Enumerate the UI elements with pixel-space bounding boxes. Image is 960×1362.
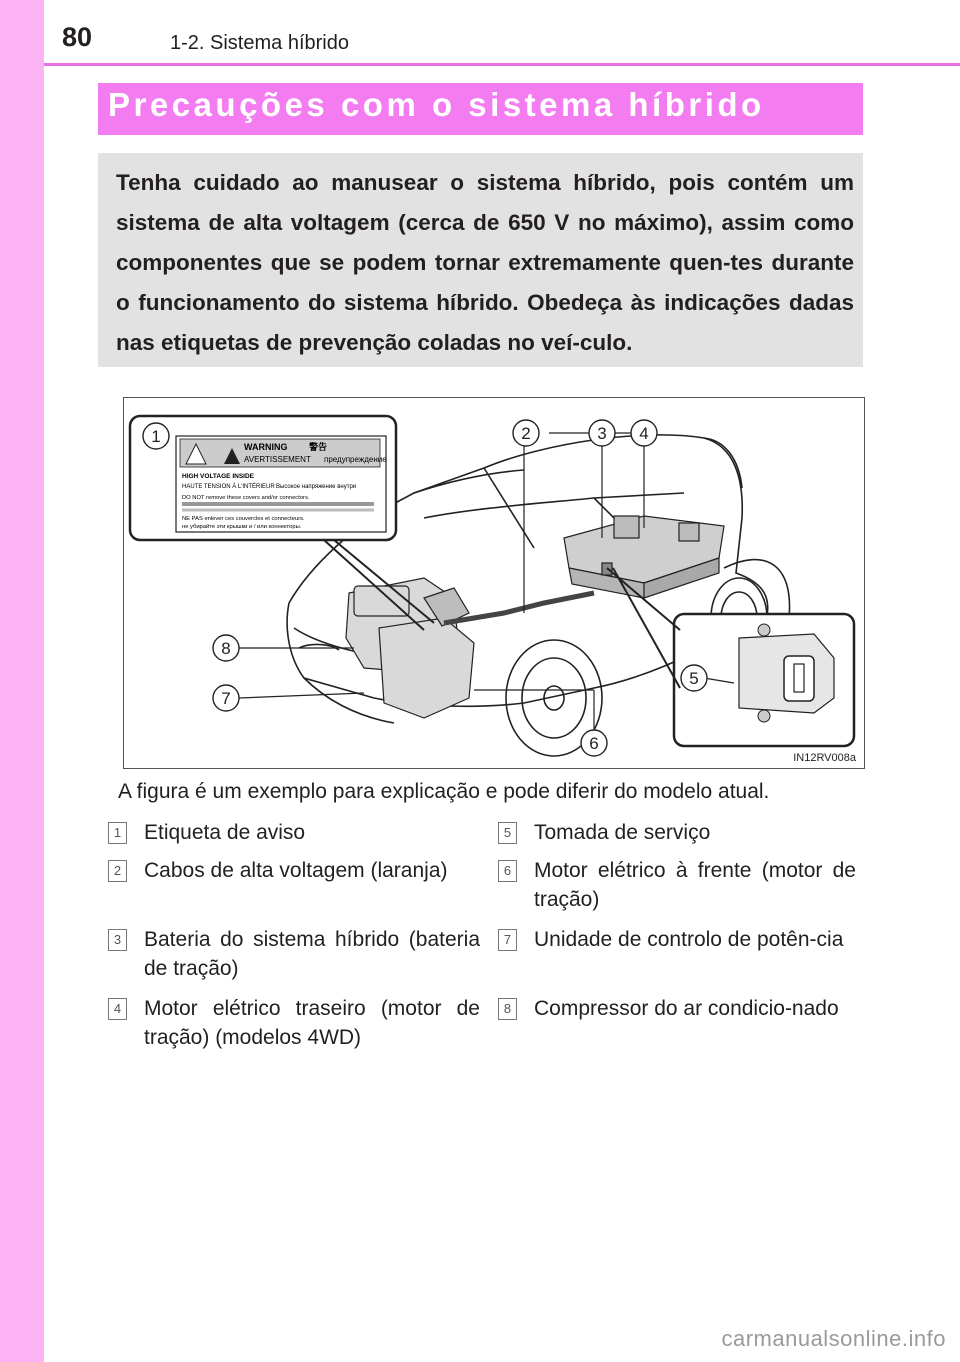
figure-code: IN12RV008a: [793, 752, 856, 764]
legend-item-6: Motor elétrico à frente (motor de tração): [534, 859, 856, 911]
header-divider: [44, 63, 960, 66]
side-tab-strip: [0, 0, 44, 1362]
legend-item-4: Motor elétrico traseiro (motor de tração) (modelos 4WD): [144, 997, 480, 1049]
legend-num-6: 6: [498, 860, 517, 882]
watermark: carmanualsonline.info: [721, 1326, 946, 1351]
legend-item-8: Compressor do ar condicio-nado: [534, 997, 839, 1020]
callout-8: 8: [221, 639, 231, 658]
legend-num-2: 2: [108, 860, 127, 882]
label-russian: предупреждение: [324, 455, 387, 464]
figure-caption: A figura é um exemplo para explicação e pode diferir do modelo atual.: [118, 780, 770, 803]
legend-item-3: Bateria do sistema híbrido (bateria de tração): [144, 928, 480, 980]
chapter-title: 1-2. Sistema híbrido: [170, 32, 349, 54]
intro-text: Tenha cuidado ao manusear o sistema híbrido, pois contém um sistema de alta voltagem (cerca de 650 V no máximo), assim como componentes que se podem tornar extremamente quen-tes durante o funcionamento do sistema híbrido. Obedeça às indicações dadas nas etiquetas de prevenção coladas no veí-culo.: [116, 170, 854, 355]
label-line3: DO NOT remove these covers and/or connectors.: [182, 495, 310, 501]
label-line5: не убирайте эти крышки и / или коннекторы.: [182, 524, 302, 530]
warning-label-inset: [130, 416, 396, 540]
label-line2: HAUTE TENSION À L'INTÉRIEUR: [182, 484, 275, 490]
legend-num-7: 7: [498, 929, 517, 951]
callout-4: 4: [639, 424, 649, 443]
label-warning-jp: 警告: [309, 442, 328, 452]
section-title: Precauções com o sistema híbrido: [108, 86, 765, 123]
legend-num-1: 1: [108, 822, 127, 844]
label-warning: WARNING: [244, 442, 288, 452]
label-line4: NE PAS enlever ces couvercles et connecteurs.: [182, 516, 305, 522]
legend-num-3: 3: [108, 929, 127, 951]
callout-5: 5: [689, 669, 699, 688]
page-number: 80: [62, 22, 93, 52]
engine-bay-components: [346, 578, 474, 718]
legend-item-1: Etiqueta de aviso: [144, 821, 306, 844]
label-line2-ru: Высокое напряжение внутри: [276, 484, 357, 490]
legend-item-2: Cabos de alta voltagem (laranja): [144, 859, 448, 882]
callout-6: 6: [589, 734, 599, 753]
legend-num-5: 5: [498, 822, 517, 844]
hybrid-battery: [564, 516, 724, 598]
callout-1: 1: [151, 427, 161, 446]
callout-3: 3: [597, 424, 607, 443]
legend-item-5: Tomada de serviço: [534, 821, 711, 844]
label-avertissement: AVERTISSEMENT: [244, 455, 311, 464]
hybrid-system-figure: [123, 397, 865, 769]
label-line1: HIGH VOLTAGE INSIDE: [182, 473, 254, 480]
vehicle-illustration: [124, 398, 864, 768]
callout-2: 2: [521, 424, 531, 443]
callout-7: 7: [221, 689, 231, 708]
legend-num-4: 4: [108, 998, 127, 1020]
legend-num-8: 8: [498, 998, 517, 1020]
legend-item-7: Unidade de controlo de potên-cia: [534, 928, 844, 951]
